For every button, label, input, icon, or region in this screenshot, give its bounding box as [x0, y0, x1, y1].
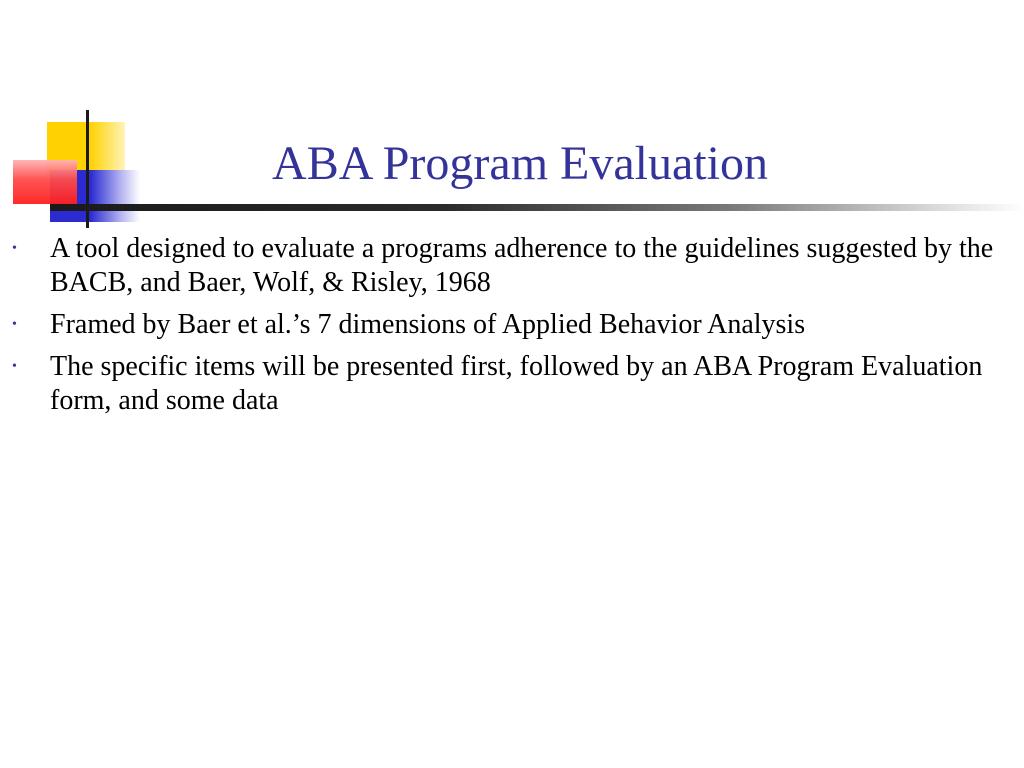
red-square-decoration — [13, 160, 77, 204]
slide-title: ABA Program Evaluation — [272, 137, 768, 190]
bullet-dot-icon: • — [12, 359, 17, 374]
bullet-dot-icon: • — [12, 241, 17, 256]
bullet-text: A tool designed to evaluate a programs adherence to the guidelines suggested by the BACB, and Baer, Wolf, & Risley, 1968 — [50, 233, 994, 298]
bullet-list — [10, 232, 1010, 426]
title-underline-rule — [50, 204, 1024, 211]
bullet-item — [10, 308, 1010, 342]
bullet-text: The specific items will be presented first, followed by an ABA Program Evaluation form, and some data — [50, 351, 983, 416]
bullet-item — [10, 350, 1010, 418]
bullet-dot-icon: • — [12, 317, 17, 332]
bullet-item — [10, 232, 1010, 300]
bullet-text: Framed by Baer et al.’s 7 dimensions of Applied Behavior Analysis — [50, 309, 806, 340]
